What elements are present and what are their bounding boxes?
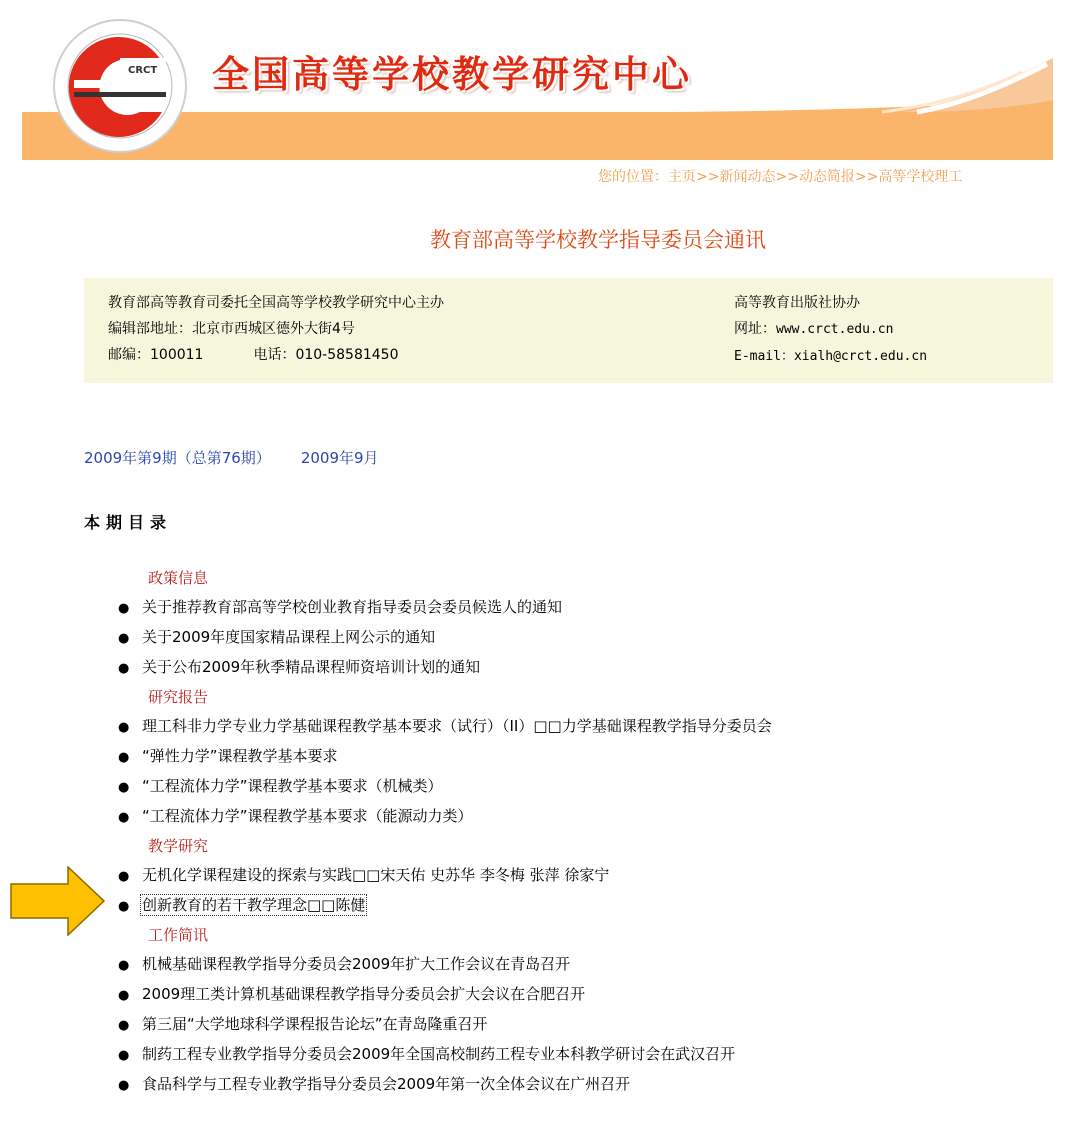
article-link[interactable]: “弹性力学”课程教学基本要求	[142, 747, 338, 765]
bullet-icon: ●	[118, 631, 130, 646]
article-link-highlighted[interactable]: 创新教育的若干教学理念□□陈健	[142, 896, 366, 914]
bullet-icon: ●	[118, 750, 130, 765]
bullet-icon: ●	[118, 869, 130, 884]
toc-section-work-news	[118, 921, 1018, 1100]
toc-item	[118, 861, 1018, 891]
table-of-contents	[118, 564, 1018, 1100]
toc-item	[118, 623, 1018, 653]
issue-info	[84, 447, 379, 468]
toc-item	[118, 950, 1018, 980]
logo-text: CRCT	[128, 65, 158, 76]
toc-item	[118, 980, 1018, 1010]
email-line	[734, 343, 927, 370]
postcode-text: 邮编：100011	[108, 347, 204, 363]
co-organizer-text: 高等教育出版社协办	[734, 295, 860, 311]
category-teaching: 教学研究	[148, 837, 209, 855]
bullet-icon: ●	[118, 780, 130, 795]
website-link[interactable]: www.crct.edu.cn	[776, 322, 894, 337]
toc-item	[118, 712, 1018, 742]
category-research: 研究报告	[148, 688, 209, 706]
toc-section-policy	[118, 564, 1018, 683]
bullet-icon: ●	[118, 988, 130, 1003]
article-link[interactable]: 理工科非力学专业力学基础课程教学基本要求（试行）（II）□□力学基础课程教学指导分委员会	[142, 717, 772, 735]
toc-item	[118, 653, 1018, 683]
bullet-icon: ●	[118, 958, 130, 973]
article-link[interactable]: “工程流体力学”课程教学基本要求（机械类）	[142, 777, 443, 795]
toc-item	[118, 802, 1018, 832]
bullet-icon: ●	[118, 810, 130, 825]
article-link[interactable]: 食品科学与工程专业教学指导分委员会2009年第一次全体会议在广州召开	[142, 1075, 631, 1093]
article-link[interactable]: 关于公布2009年秋季精品课程师资培训计划的通知	[142, 658, 481, 676]
article-link[interactable]: “工程流体力学”课程教学基本要求（能源动力类）	[142, 807, 473, 825]
sponsor-text: 教育部高等教育司委托全国高等学校教学研究中心主办	[108, 295, 444, 311]
breadcrumb-separator: >>	[775, 169, 799, 185]
address-text: 编辑部地址：北京市西城区德外大街4号	[108, 321, 355, 337]
bullet-icon: ●	[118, 661, 130, 676]
toc-item	[118, 772, 1018, 802]
toc-heading: 本期目录	[84, 513, 173, 532]
toc-item	[118, 1070, 1018, 1100]
info-left-column	[108, 290, 444, 368]
crct-logo	[50, 16, 190, 156]
breadcrumb-separator: >>	[854, 169, 879, 185]
breadcrumb-home[interactable]: 主页	[668, 169, 696, 185]
toc-item	[118, 891, 1018, 921]
contact-line	[108, 342, 444, 368]
toc-item	[118, 742, 1018, 772]
publication-info	[84, 278, 1053, 383]
breadcrumb	[598, 166, 1053, 186]
email-link[interactable]: xialh@crct.edu.cn	[793, 349, 928, 364]
page-title: 教育部高等学校教学指导委员会通讯	[430, 228, 766, 252]
category-work-news: 工作简讯	[148, 926, 209, 944]
breadcrumb-current[interactable]: 高等学校理工	[878, 169, 963, 185]
site-title[interactable]: 全国高等学校教学研究中心	[212, 52, 692, 96]
website-line	[734, 316, 927, 343]
info-right-column	[734, 290, 927, 370]
toc-item	[118, 1040, 1018, 1070]
article-link[interactable]: 机械基础课程教学指导分委员会2009年扩大工作会议在青岛召开	[142, 955, 571, 973]
article-link[interactable]: 无机化学课程建设的探索与实践□□宋天佑 史苏华 李冬梅 张萍 徐家宁	[142, 866, 610, 884]
site-header	[22, 0, 1053, 160]
website-label: 网址：	[734, 321, 776, 337]
bullet-icon: ●	[118, 1048, 130, 1063]
issue-date: 2009年9月	[300, 449, 379, 467]
phone-text: 电话：010-58581450	[253, 347, 399, 363]
bullet-icon: ●	[118, 601, 130, 616]
pointer-arrow-icon	[10, 866, 106, 936]
issue-number: 2009年第9期（总第76期）	[84, 449, 271, 467]
bullet-icon: ●	[118, 720, 130, 735]
toc-item	[118, 593, 1018, 623]
bullet-icon: ●	[118, 1018, 130, 1033]
article-link[interactable]: 2009理工类计算机基础课程教学指导分委员会扩大会议在合肥召开	[142, 985, 586, 1003]
toc-section-research	[118, 683, 1018, 832]
bullet-icon: ●	[118, 1078, 130, 1093]
article-link[interactable]: 关于2009年度国家精品课程上网公示的通知	[142, 628, 436, 646]
toc-item	[118, 1010, 1018, 1040]
breadcrumb-news[interactable]: 新闻动态	[719, 169, 776, 185]
breadcrumb-briefs[interactable]: 动态简报	[798, 169, 855, 185]
article-link[interactable]: 关于推荐教育部高等学校创业教育指导委员会委员候选人的通知	[142, 598, 563, 616]
toc-section-teaching	[118, 832, 1018, 921]
breadcrumb-separator: >>	[696, 169, 720, 185]
bullet-icon: ●	[118, 899, 130, 914]
article-link[interactable]: 制药工程专业教学指导分委员会2009年全国高校制药工程专业本科教学研讨会在武汉召开	[142, 1045, 736, 1063]
email-label: E-mail：	[734, 349, 794, 364]
category-policy: 政策信息	[148, 569, 209, 587]
breadcrumb-prefix: 您的位置：	[598, 169, 668, 185]
article-link[interactable]: 第三届“大学地球科学课程报告论坛”在青岛隆重召开	[142, 1015, 488, 1033]
